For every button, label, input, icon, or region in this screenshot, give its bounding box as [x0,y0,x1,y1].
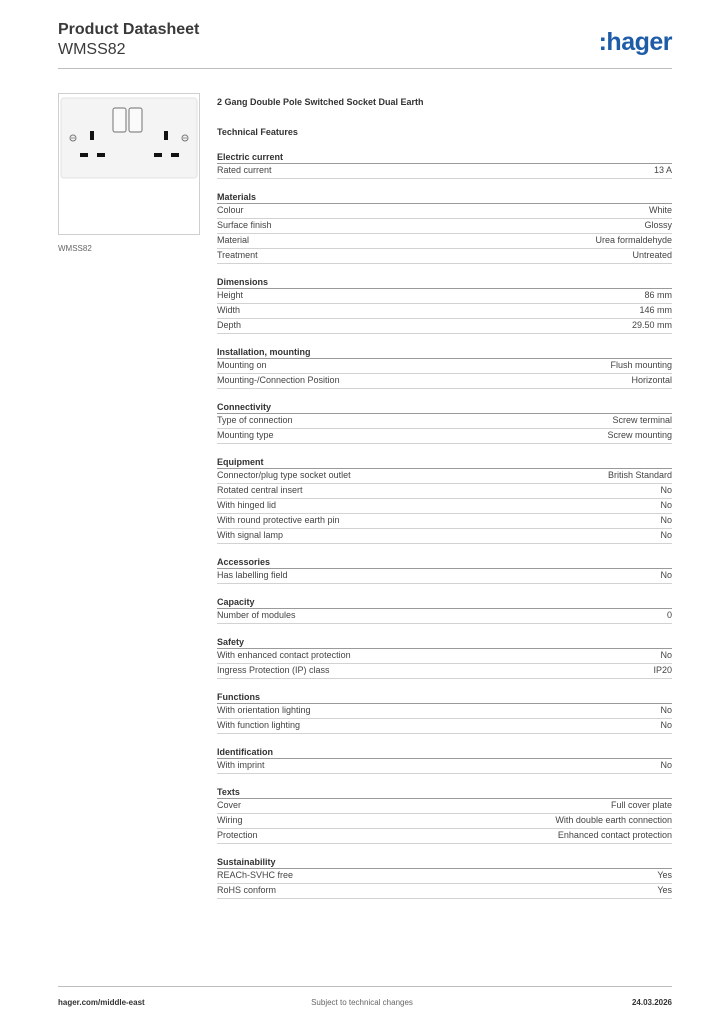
spec-value: Urea formaldehyde [595,235,672,245]
spec-label: REACh-SVHC free [217,870,294,880]
spec-label: Mounting-/Connection Position [217,375,340,385]
spec-label: Has labelling field [217,570,288,580]
spec-row [217,429,672,444]
spec-section [217,746,672,774]
spec-value: Untreated [632,250,672,260]
section-title: Materials [217,191,672,204]
document-title: Product Datasheet [58,21,200,38]
spec-label: Surface finish [217,220,272,230]
spec-section [217,556,672,584]
spec-label: With signal lamp [217,530,284,540]
spec-row [217,304,672,319]
section-title: Identification [217,746,672,759]
spec-value: With double earth connection [555,815,672,825]
spec-row [217,249,672,264]
page-header [58,20,672,60]
spec-label: Depth [217,320,242,330]
spec-value: Flush mounting [610,360,672,370]
spec-section [217,191,672,264]
spec-section [217,456,672,544]
spec-value: No [660,530,672,540]
footer-divider [58,986,672,987]
spec-row [217,759,672,774]
spec-section [217,151,672,179]
spec-row [217,609,672,624]
section-title: Electric current [217,151,672,164]
spec-row [217,204,672,219]
spec-section [217,636,672,679]
spec-label: Ingress Protection (IP) class [217,665,330,675]
section-title: Safety [217,636,672,649]
section-title: Installation, mounting [217,346,672,359]
spec-row [217,234,672,249]
spec-label: Protection [217,830,258,840]
spec-row [217,414,672,429]
spec-label: Number of modules [217,610,296,620]
spec-label: With enhanced contact protection [217,650,351,660]
spec-value: Yes [657,885,672,895]
spec-row [217,569,672,584]
spec-label: Mounting type [217,430,274,440]
spec-label: With hinged lid [217,500,277,510]
spec-value: Screw mounting [607,430,672,440]
spec-section [217,401,672,444]
spec-value: 29.50 mm [631,320,672,330]
spec-value: No [660,570,672,580]
spec-label: With orientation lighting [217,705,311,715]
spec-label: Treatment [217,250,258,260]
spec-label: RoHS conform [217,885,277,895]
section-title: Capacity [217,596,672,609]
product-code: WMSS82 [58,41,126,58]
spec-row [217,289,672,304]
spec-row [217,469,672,484]
spec-section [217,786,672,844]
spec-row [217,664,672,679]
spec-row [217,649,672,664]
spec-sections [217,151,672,899]
product-image [58,93,200,235]
spec-value: 146 mm [639,305,672,315]
spec-value: No [660,720,672,730]
socket-illustration [59,94,199,234]
spec-label: Rotated central insert [217,485,303,495]
spec-label: Height [217,290,244,300]
spec-value: IP20 [653,665,672,675]
spec-row [217,884,672,899]
spec-value: Screw terminal [612,415,672,425]
spec-value: No [660,650,672,660]
footer-date: 24.03.2026 [631,998,672,1007]
spec-section [217,856,672,899]
spec-label: Colour [217,205,244,215]
spec-row [217,719,672,734]
section-title: Connectivity [217,401,672,414]
header-divider [58,68,672,69]
spec-value: British Standard [607,470,672,480]
spec-row [217,529,672,544]
spec-section [217,276,672,334]
spec-value: No [660,515,672,525]
spec-row [217,374,672,389]
spec-section [217,346,672,389]
spec-label: With round protective earth pin [217,515,340,525]
spec-row [217,219,672,234]
technical-features-heading: Technical Features [217,127,298,137]
spec-row [217,484,672,499]
spec-label: Rated current [217,165,272,175]
spec-content [217,95,672,899]
hager-logo[interactable]: :hager [598,28,672,56]
spec-row [217,319,672,334]
spec-label: Wiring [217,815,243,825]
footer-disclaimer: Subject to technical changes [311,998,413,1007]
spec-value: 86 mm [644,290,672,300]
spec-row [217,869,672,884]
image-caption: WMSS82 [58,244,92,253]
spec-row [217,814,672,829]
spec-label: Mounting on [217,360,267,370]
spec-label: Material [217,235,250,245]
spec-label: Width [217,305,241,315]
spec-value: Full cover plate [610,800,672,810]
product-name: 2 Gang Double Pole Switched Socket Dual Earth [217,97,424,107]
spec-label: With imprint [217,760,265,770]
spec-section [217,596,672,624]
spec-value: Yes [657,870,672,880]
section-title: Functions [217,691,672,704]
spec-label: Connector/plug type socket outlet [217,470,351,480]
spec-value: No [660,705,672,715]
section-title: Accessories [217,556,672,569]
section-title: Dimensions [217,276,672,289]
spec-value: No [660,485,672,495]
spec-value: No [660,760,672,770]
spec-value: 13 A [653,165,672,175]
footer-website[interactable]: hager.com/middle-east [58,998,145,1007]
spec-section [217,691,672,734]
spec-value: Enhanced contact protection [557,830,672,840]
spec-row [217,499,672,514]
spec-value: White [648,205,672,215]
spec-row [217,799,672,814]
section-title: Texts [217,786,672,799]
spec-value: Glossy [644,220,672,230]
spec-row [217,164,672,179]
section-title: Sustainability [217,856,672,869]
spec-value: No [660,500,672,510]
spec-row [217,704,672,719]
spec-label: Type of connection [217,415,293,425]
spec-label: Cover [217,800,242,810]
spec-value: 0 [666,610,672,620]
spec-row [217,829,672,844]
section-title: Equipment [217,456,672,469]
spec-value: Horizontal [631,375,672,385]
spec-row [217,514,672,529]
spec-row [217,359,672,374]
spec-label: With function lighting [217,720,301,730]
